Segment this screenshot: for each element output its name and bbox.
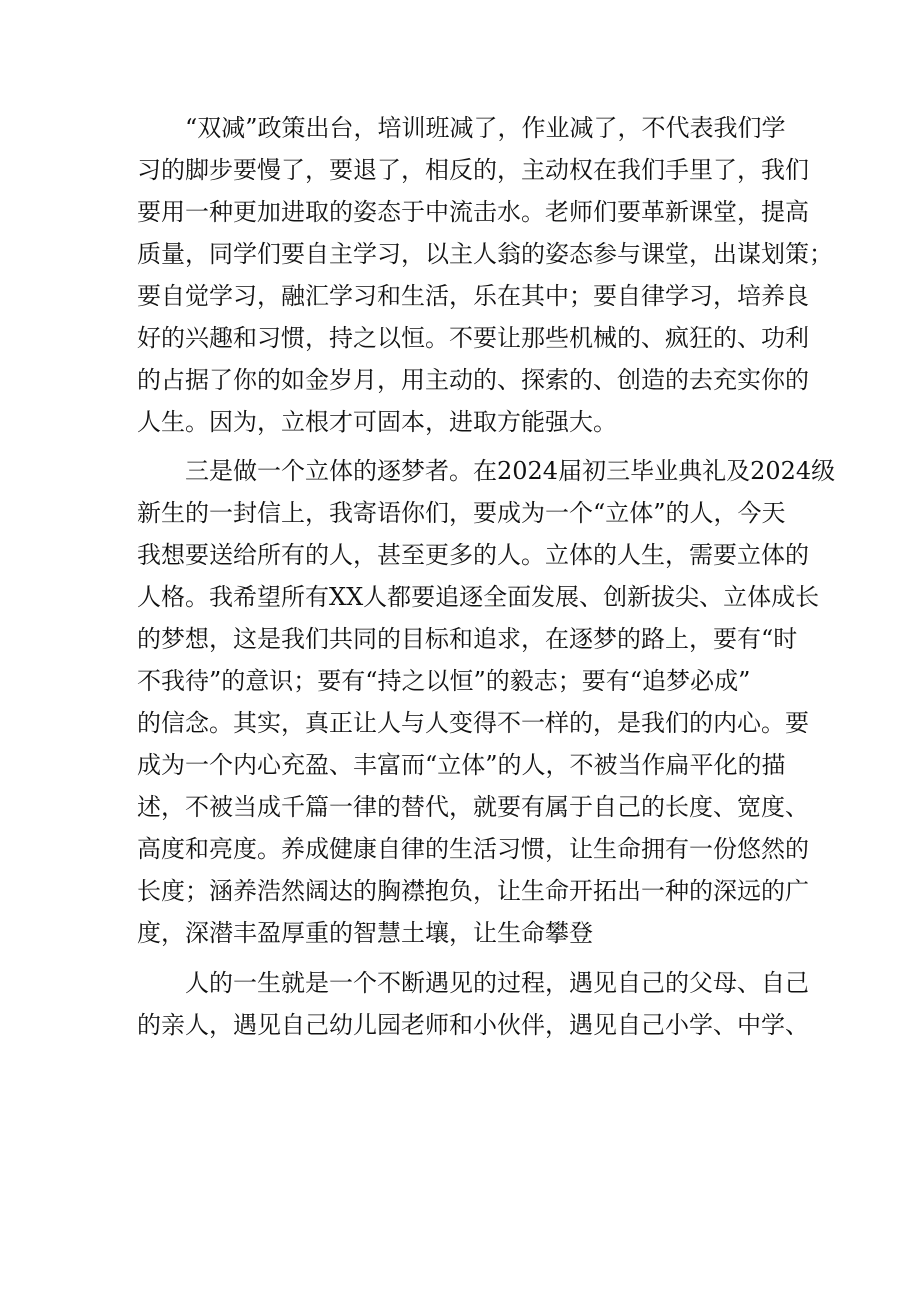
text-line: 人生。因为，立根才可固本，进取方能强大。 xyxy=(137,408,617,436)
text-line: 长度；涵养浩然阔达的胸襟抱负，让生命开拓出一种的深远的广 xyxy=(137,877,809,905)
text-line: 质量，同学们要自主学习，以主人翁的姿态参与课堂，出谋划策； xyxy=(137,240,833,268)
text-line: 好的兴趣和习惯，持之以恒。不要让那些机械的、疯狂的、功利 xyxy=(137,324,809,352)
text-line: 的梦想，这是我们共同的目标和追求，在逐梦的路上，要有“时 xyxy=(137,625,798,653)
text-line: 不我待”的意识；要有“持之以恒”的毅志；要有“追梦必成” xyxy=(137,667,751,695)
text-line: 习的脚步要慢了，要退了，相反的，主动权在我们手里了，我们 xyxy=(137,156,809,184)
text-line: 要自觉学习，融汇学习和生活，乐在其中；要自律学习，培养良 xyxy=(137,282,809,310)
text-line: 的信念。其实，真正让人与人变得不一样的，是我们的内心。要 xyxy=(137,709,809,737)
text-line: “双减”政策出台，培训班减了，作业减了，不代表我们学 xyxy=(185,114,786,142)
text-line: 高度和亮度。养成健康自律的生活习惯，让生命拥有一份悠然的 xyxy=(137,835,809,863)
text-line: 人的一生就是一个不断遇见的过程，遇见自己的父母、自己 xyxy=(185,969,809,997)
text-line: 成为一个内心充盈、丰富而“立体”的人，不被当作扁平化的描 xyxy=(137,751,786,779)
text-line: 新生的一封信上，我寄语你们，要成为一个“立体”的人，今天 xyxy=(137,499,786,527)
text-line: 述，不被当成千篇一律的替代，就要有属于自己的长度、宽度、 xyxy=(137,793,809,821)
text-line: 三是做一个立体的逐梦者。在2024届初三毕业典礼及2024级 xyxy=(185,457,836,485)
text-line: 的占据了你的如金岁月，用主动的、探索的、创造的去充实你的 xyxy=(137,366,809,394)
text-line: 度，深潜丰盈厚重的智慧土壤，让生命攀登 xyxy=(137,919,593,947)
text-line: 要用一种更加进取的姿态于中流击水。老师们要革新课堂，提高 xyxy=(137,198,809,226)
text-line: 的亲人，遇见自己幼儿园老师和小伙伴，遇见自己小学、中学、 xyxy=(137,1011,809,1039)
text-line: 人格。我希望所有XX人都要追逐全面发展、创新拔尖、立体成长 xyxy=(137,583,820,611)
text-line: 我想要送给所有的人，甚至更多的人。立体的人生，需要立体的 xyxy=(137,541,809,569)
